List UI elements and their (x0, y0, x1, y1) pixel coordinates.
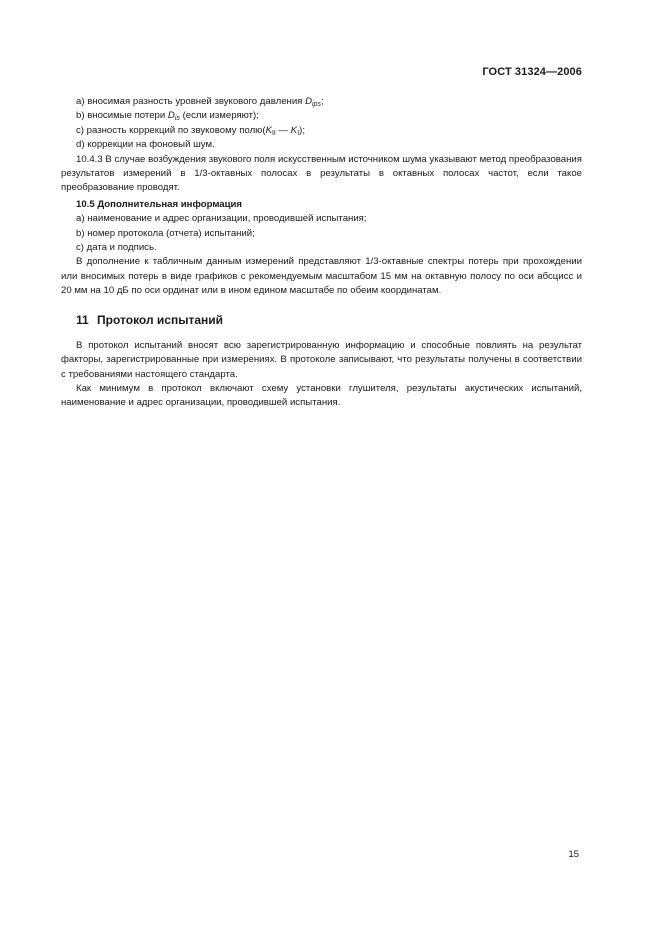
paragraph-11-1: В протокол испытаний вносят всю зарегистрированную информацию и способные повлиять на результат факторы, зарегистрированные при измерениях. В протоколе записывают, что результаты получены в соответствии с требованиями настоящего стандарта. (61, 339, 582, 380)
list-item: a) наименование и адрес организации, проводившей испытания; (76, 213, 367, 225)
paragraph-additional-graphs: В дополнение к табличным данным измерений представляют 1/3-октавные спектры потерь при прохождении или вносимых потерь в виде графиков с рекомендуемым масштабом 15 мм на октавную полосу по оси абсцисс и 20 мм на 10 дБ по оси ординат или в ином едином масштабе по обеим координатам. (61, 256, 582, 297)
list-item: b) номер протокола (отчета) испытаний; (76, 227, 255, 239)
section-heading-10-5: 10.5 Дополнительная информация (76, 198, 243, 210)
paragraph-11-2: Как минимум в протокол включают схему установки глушителя, результаты акустических испытаний, наименование и адрес организации, проводившей испытания. (61, 382, 582, 409)
list-item: a) вносимая разность уровней звукового давления $D_{ips}$; (76, 96, 324, 108)
page-number: 15 (568, 849, 579, 860)
list-item: c) дата и подпись. (76, 242, 157, 254)
paragraph-10-4-3: 10.4.3 В случае возбуждения звукового поля искусственным источником шума указывают метод преобразования результатов измерений в 1/3-октавных полосах в результаты в октавных полосах частот, если такое преобразование проводят. (61, 153, 582, 194)
document-body (61, 95, 582, 411)
section-heading-11: 11 Протокол испытаний (76, 312, 224, 327)
list-item: d) коррекции на фоновый шум. (76, 139, 215, 151)
document-id-header: ГОСТ 31324—2006 (482, 66, 582, 78)
list-item: b) вносимые потери $D_{is}$ (если измеряют); (76, 110, 259, 123)
list-item: c) разность коррекций по звуковому $полю(K_{II}$ — $K_I$); (76, 124, 306, 137)
